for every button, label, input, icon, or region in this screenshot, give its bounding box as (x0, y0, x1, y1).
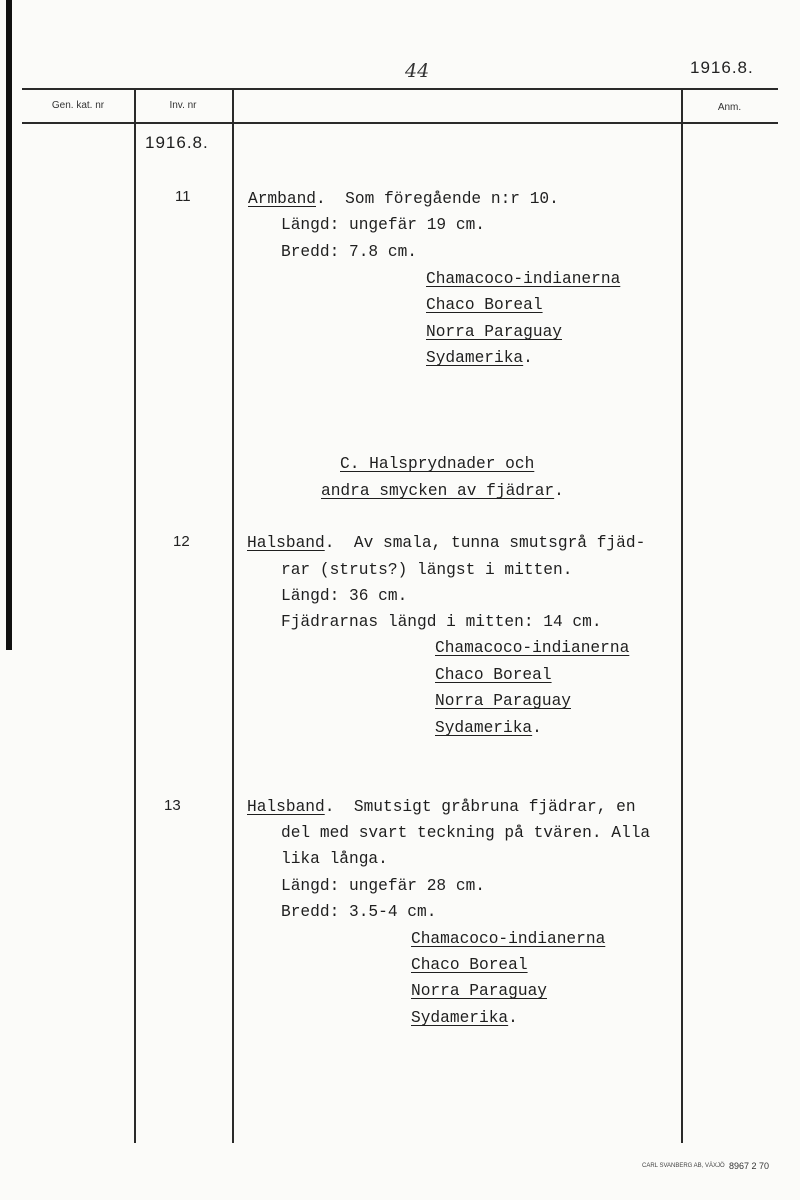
inv-number-13: 13 (164, 797, 181, 814)
page-date: 1916.8. (690, 58, 754, 77)
entry-13-line-1: del med svart teckning på tvären. Alla (281, 824, 651, 842)
entry-11-title: Armband (248, 190, 316, 208)
entry-13-origin-3: Norra Paraguay (411, 982, 547, 1000)
column-header-anm: Anm. (717, 102, 742, 113)
entry-12-line-2: Längd: 36 cm. (281, 587, 408, 605)
column-divider-2 (232, 88, 234, 1143)
entry-13-origin-1: Chamacoco-indianerna (411, 930, 606, 948)
inv-number-12: 12 (173, 533, 190, 550)
column-header-gen-kat-nr: Gen. kat. nr (51, 100, 105, 111)
footer-code: 8967 2 70 (729, 1161, 770, 1171)
entry-13-origin-4-line: Sydamerika. (411, 1009, 518, 1027)
column-header-inv-nr: Inv. nr (169, 100, 197, 111)
page-number: 44 (405, 60, 430, 82)
entry-13-line-2: lika långa. (281, 850, 388, 868)
column-divider-3 (681, 88, 683, 1143)
entry-11-first-line: Armband. Som föregående n:r 10. (248, 190, 559, 208)
inv-number-11: 11 (175, 188, 191, 205)
entry-12-origin-1: Chamacoco-indianerna (435, 639, 630, 657)
entry-11-origin-1: Chamacoco-indianerna (426, 270, 621, 288)
entry-13-first-line: Halsband. Smutsigt gråbruna fjädrar, en (247, 798, 636, 816)
section-heading-line-2: andra smycken av fjädrar. (321, 482, 564, 500)
entry-13-title: Halsband (247, 798, 325, 816)
entry-13-line-3: Längd: ungefär 28 cm. (281, 877, 485, 895)
entry-11-origin-2: Chaco Boreal (426, 296, 543, 314)
footer-printer: CARL SVANBERG AB, VÄXJÖ (642, 1163, 725, 1169)
left-margin-bar (6, 0, 12, 650)
entry-11-origin-4-line: Sydamerika. (426, 349, 533, 367)
entry-11-line-2: Bredd: 7.8 cm. (281, 243, 417, 261)
section-heading-line-1: C. Halsprydnader och (340, 455, 535, 473)
column-divider-1 (134, 88, 136, 1143)
entry-13-line-4: Bredd: 3.5-4 cm. (281, 903, 437, 921)
entry-12-line-1: rar (struts?) längst i mitten. (281, 561, 573, 579)
entry-12-first-line: Halsband. Av smala, tunna smutsgrå fjäd- (247, 534, 646, 552)
entry-12-origin-4-line: Sydamerika. (435, 719, 542, 737)
entry-11-origin-3: Norra Paraguay (426, 323, 562, 341)
entry-13-origin-2: Chaco Boreal (411, 956, 528, 974)
entry-12-origin-3: Norra Paraguay (435, 692, 571, 710)
entry-11-line-1: Längd: ungefär 19 cm. (281, 216, 485, 234)
section-date: 1916.8. (145, 133, 209, 152)
entry-12-origin-2: Chaco Boreal (435, 666, 552, 684)
entry-12-line-3: Fjädrarnas längd i mitten: 14 cm. (281, 613, 602, 631)
entry-12-title: Halsband (247, 534, 325, 552)
